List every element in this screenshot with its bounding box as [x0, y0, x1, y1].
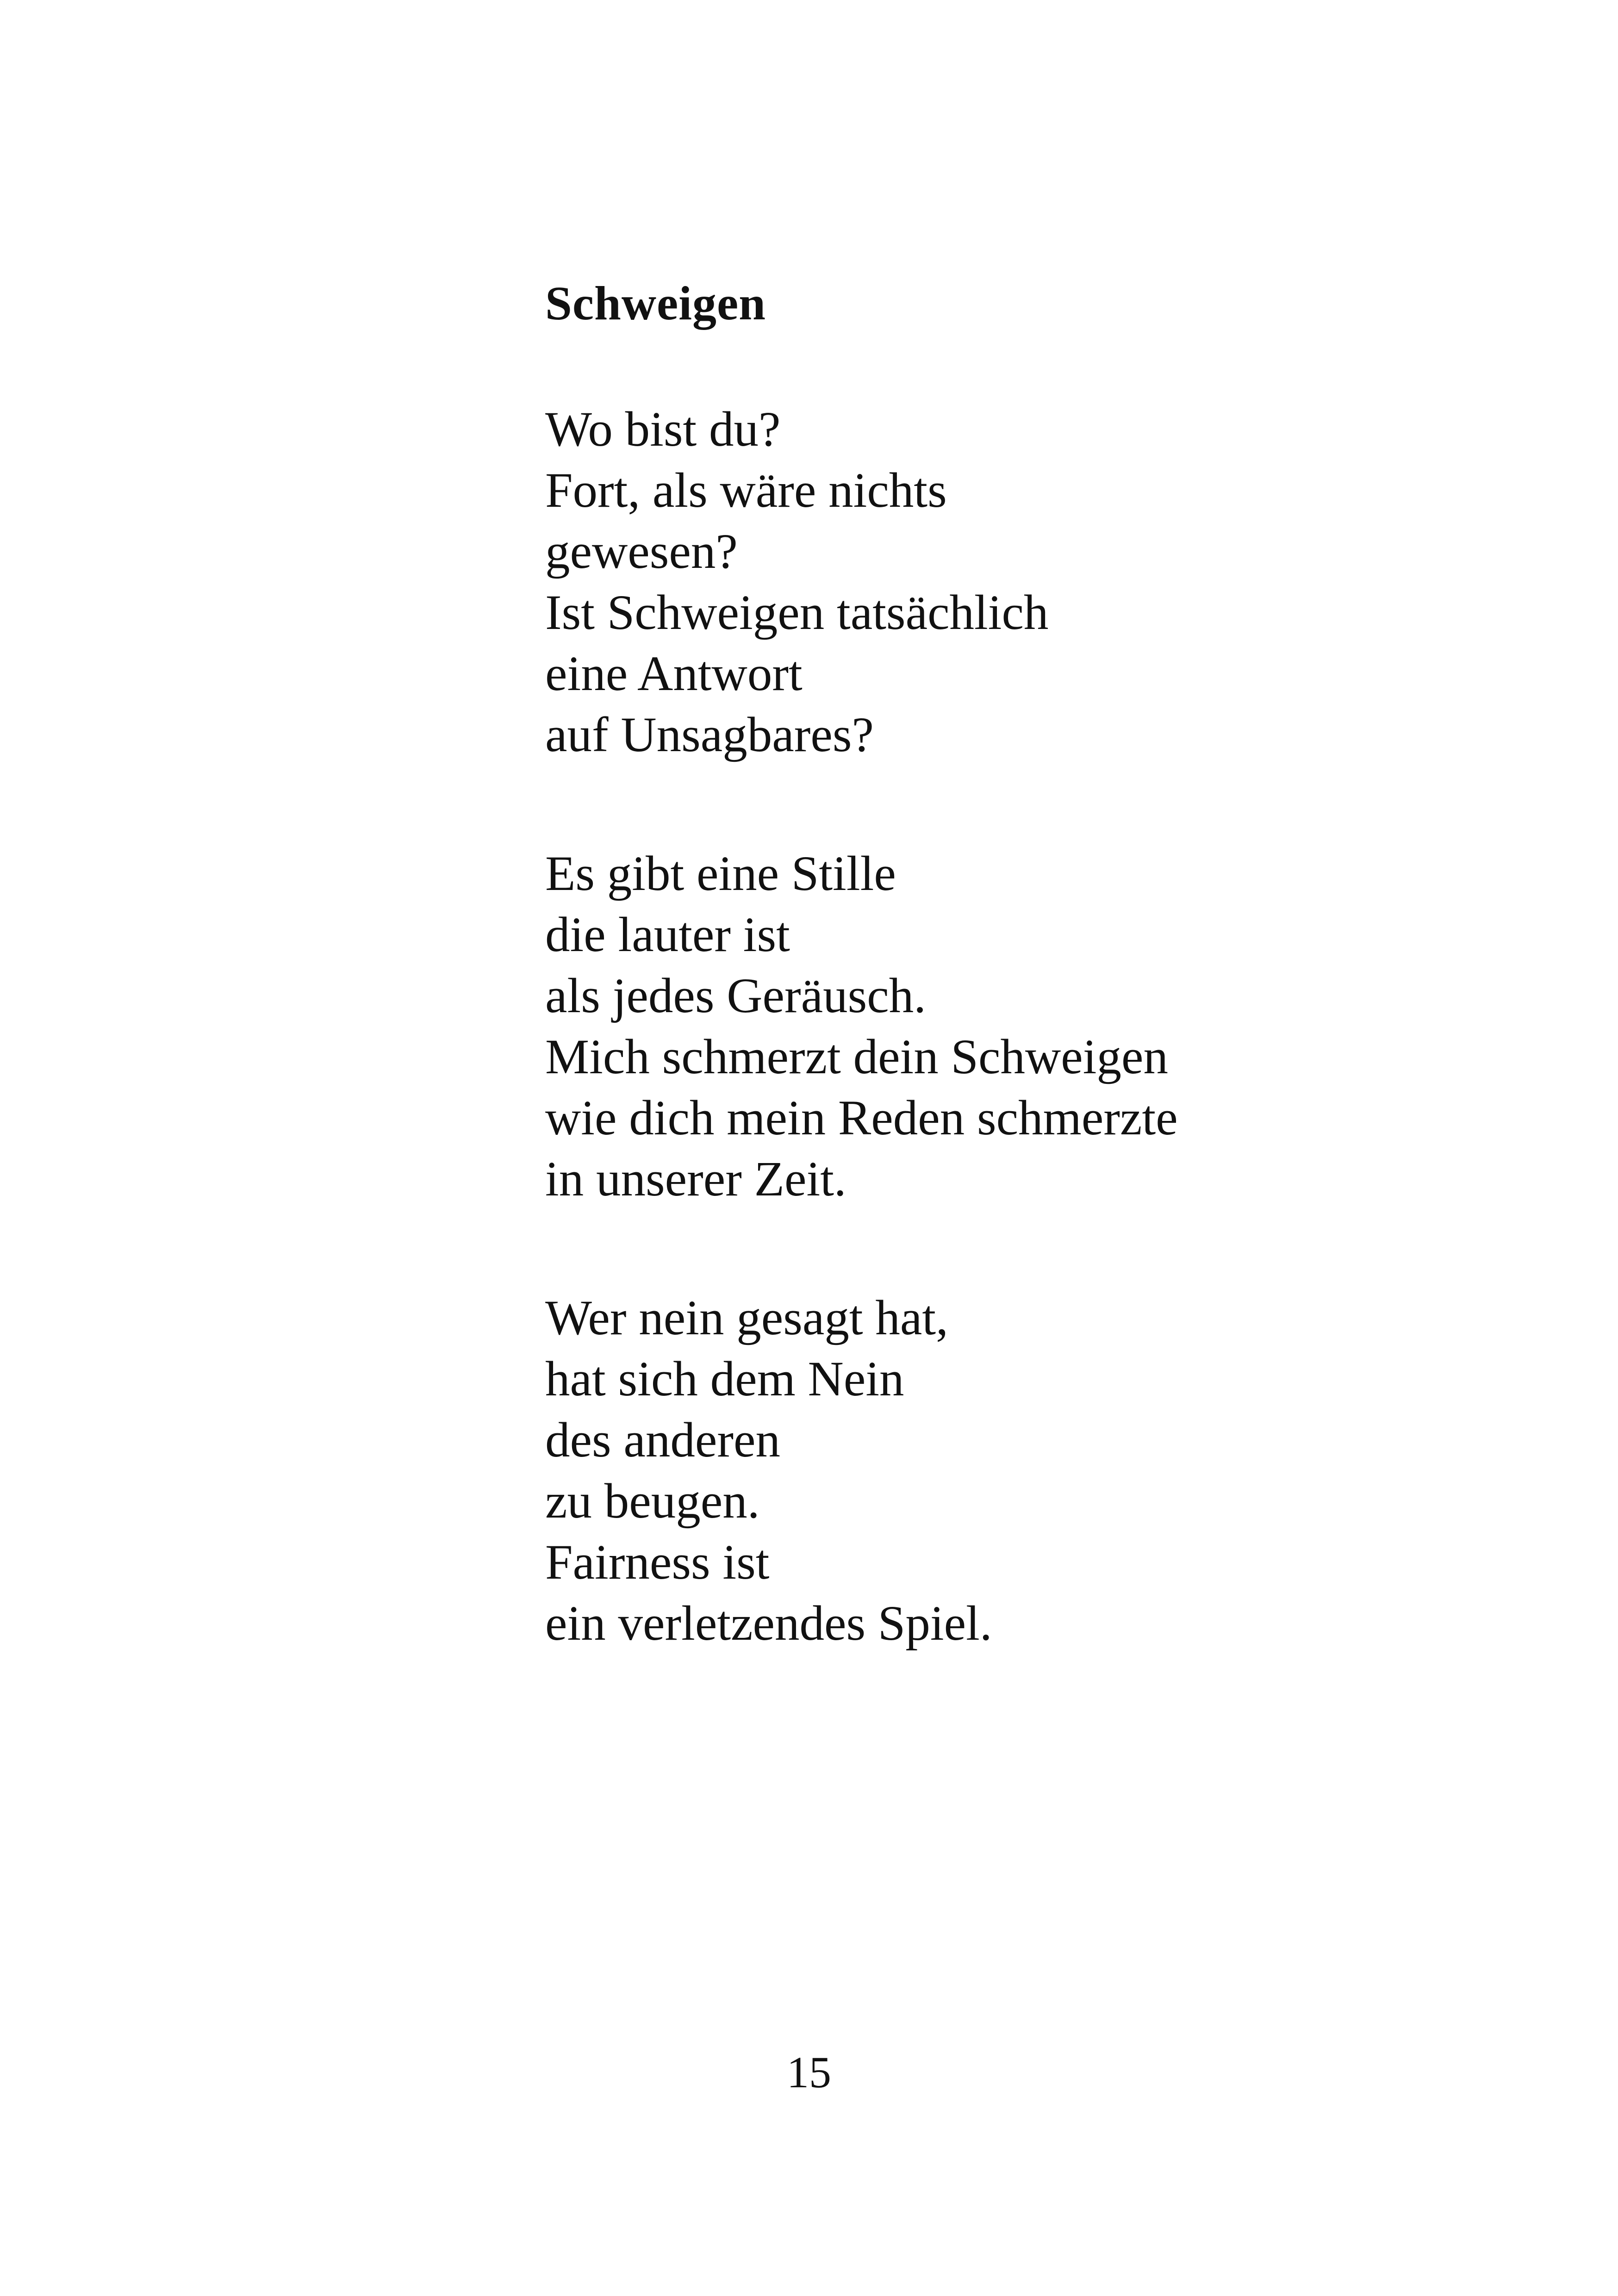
poem-line: Fairness ist [545, 1535, 770, 1590]
poem-line: hat sich dem Nein [545, 1352, 904, 1406]
poem-line: in unserer Zeit. [545, 1152, 846, 1207]
poem-line: als jedes Geräusch. [545, 969, 926, 1023]
poem-line: wie dich mein Reden schmerzte [545, 1091, 1178, 1145]
poem-title: Schweigen [545, 277, 766, 330]
poem-line: Wer nein gesagt hat, [545, 1291, 948, 1345]
stanza-2 [545, 843, 1471, 1210]
poem [545, 273, 1471, 1654]
page-number: 15 [787, 2047, 831, 2097]
poem-line: eine Antwort [545, 647, 803, 701]
poem-line: des anderen [545, 1413, 780, 1468]
poem-line: gewesen? [545, 524, 738, 579]
poem-line: Wo bist du? [545, 402, 781, 457]
poem-line: die lauter ist [545, 908, 790, 962]
poem-line: ein verletzendes Spiel. [545, 1596, 992, 1651]
poem-line: auf Unsagbares? [545, 708, 874, 762]
poem-line: Ist Schweigen tatsächlich [545, 585, 1049, 640]
poem-line: Mich schmerzt dein Schweigen [545, 1030, 1169, 1084]
stanza-3 [545, 1288, 1471, 1654]
poem-line: Es gibt eine Stille [545, 846, 896, 901]
poem-line: zu beugen. [545, 1474, 760, 1529]
poem-line: Fort, als wäre nichts [545, 463, 947, 518]
stanza-1 [545, 399, 1471, 765]
